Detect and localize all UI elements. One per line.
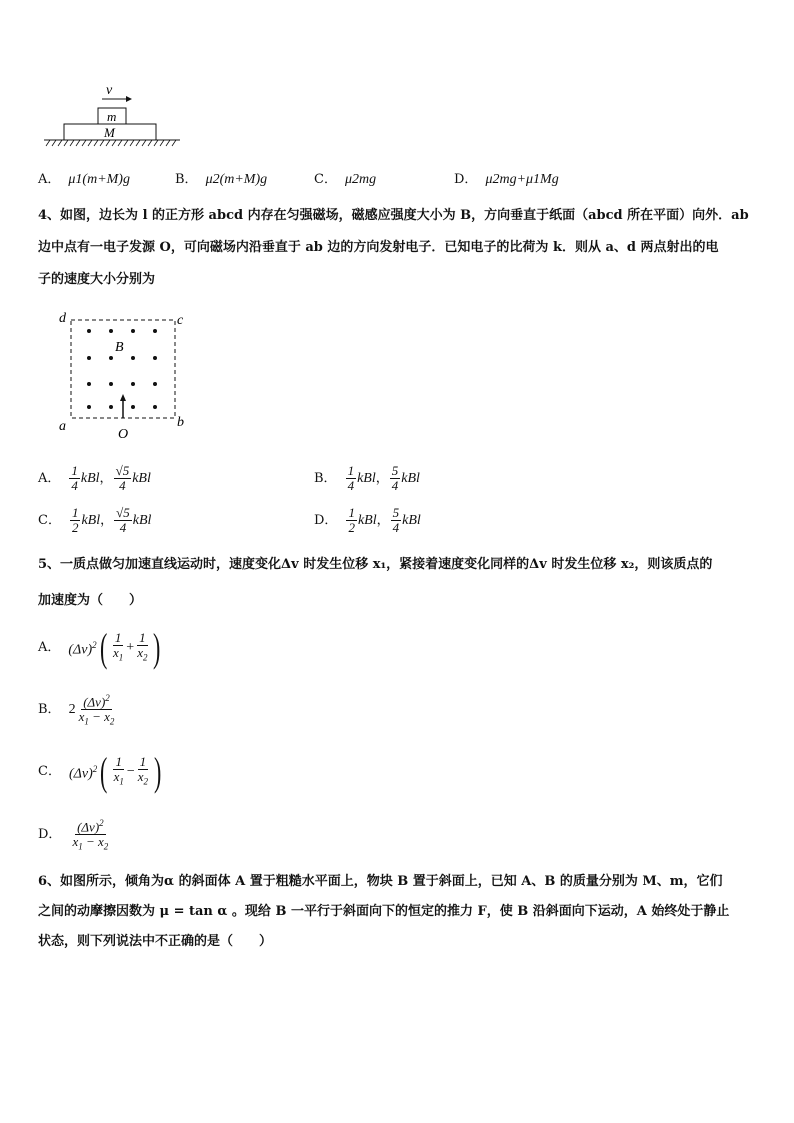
q5-line-2: 加速度为（ ） (38, 593, 143, 608)
option-label: A． (38, 640, 61, 655)
q5-line-1: 5、一质点做匀加速直线运动时，速度变化Δv 时发生位移 x₁，紧接着速度变化同样的Δv 时发生位移 x₂，则该质点的 (38, 557, 713, 572)
q4-option-b[interactable] (314, 464, 420, 493)
M-label: M (104, 125, 115, 140)
magnetic-field-diagram (55, 308, 195, 443)
fraction: $\frac{1}{4}$ (347, 463, 355, 493)
q3-option-b[interactable] (175, 170, 267, 190)
corner-a-label: a (59, 419, 66, 434)
option-expr: μ2(m+M)g (205, 172, 268, 187)
q6-line-3: 状态，则下列说法中不正确的是（ ） (38, 934, 273, 949)
fraction: $\frac{5}{4}$ (392, 505, 400, 535)
q5-option-a[interactable]: A． $(\Delta v)^2$ ( $\frac{1}{x_1}$ + $\frac{1}{x_2}$ ) (38, 625, 161, 670)
option-label: D． (454, 172, 478, 187)
q4-option-d[interactable] (314, 506, 421, 535)
q6-line-1: 6、如图所示，倾角为α 的斜面体 A 置于粗糙水平面上，物块 B 置于斜面上，已知 A、B 的质量分别为 M、m，它们 (38, 874, 723, 889)
option-expr: μ1(m+M)g (68, 172, 130, 187)
option-label: A． (38, 470, 61, 486)
option-label: D． (314, 512, 338, 528)
q3-option-d[interactable] (454, 170, 559, 190)
q4-line-3: 子的速度大小分别为 (38, 272, 156, 287)
kBl: kBl (80, 470, 100, 486)
option-expr: μ2mg+μ1Mg (485, 172, 559, 187)
kBl: kBl (357, 512, 377, 528)
option-label: B． (175, 172, 198, 187)
kBl: kBl (402, 512, 421, 528)
option-label: C． (38, 512, 61, 528)
fraction: $\frac{5}{4}$ (391, 463, 399, 493)
fraction: $\frac{1}{2}$ (348, 505, 355, 535)
kBl: kBl (357, 470, 376, 486)
q5-option-b[interactable]: B． 2 $\frac{(\Delta v)^2}{x_1 - x_2}$ (38, 693, 115, 727)
q5-option-d[interactable]: D． $\frac{(\Delta v)^2}{x_1 - x_2}$ (38, 818, 109, 852)
option-label: C． (314, 172, 337, 187)
option-label: A． (38, 172, 61, 187)
fraction: $\frac{1}{2}$ (71, 505, 79, 535)
separator: ， (375, 470, 389, 486)
separator: ， (100, 512, 114, 528)
block-diagram (40, 82, 190, 148)
q3-option-a[interactable] (38, 170, 130, 190)
option-label: B． (38, 702, 61, 717)
fraction: $\frac{√5}{4}$ (116, 505, 130, 535)
q3-option-c[interactable] (314, 170, 376, 190)
corner-d-label: d (59, 311, 66, 326)
source-O-label: O (118, 427, 129, 442)
option-label: C． (38, 764, 61, 779)
option-label: B． (314, 470, 337, 486)
q4-option-a[interactable] (38, 464, 151, 493)
corner-c-label: c (177, 313, 184, 328)
option-label: D． (38, 827, 62, 842)
fraction: $\frac{√5}{4}$ (115, 463, 130, 493)
fraction: $\frac{1}{4}$ (71, 463, 78, 493)
q5-option-c[interactable]: C． $(\Delta v)^2$ ( $\frac{1}{x_1}$ − $\frac{1}{x_2}$ ) (38, 749, 162, 794)
field-B-label: B (115, 340, 124, 355)
kBl: kBl (132, 470, 151, 486)
kBl: kBl (401, 470, 420, 486)
q4-line-1: 4、如图，边长为 l 的正方形 abcd 内存在匀强磁场，磁感应强度大小为 B，方向垂直于纸面（abcd 所在平面）向外．ab (38, 208, 749, 223)
corner-b-label: b (177, 415, 184, 430)
m-label: m (107, 109, 117, 124)
q4-line-2: 边中点有一电子发源 O，可向磁场内沿垂直于 ab 边的方向发射电子．已知电子的比荷为 k．则从 a、d 两点射出的电 (38, 240, 719, 255)
kBl: kBl (132, 512, 152, 528)
v-label: v (106, 83, 113, 98)
separator: ， (376, 512, 390, 528)
block-figure (40, 82, 190, 148)
kBl: kBl (81, 512, 101, 528)
q4-option-c[interactable] (38, 506, 151, 535)
option-expr: μ2mg (344, 172, 377, 187)
q6-line-2: 之间的动摩擦因数为 μ = tan α 。现给 B 一平行于斜面向下的恒定的推力 F，使 B 沿斜面向下运动，A 始终处于静止 (38, 904, 730, 919)
magnetic-field-figure (55, 308, 195, 443)
separator: ， (99, 470, 113, 486)
